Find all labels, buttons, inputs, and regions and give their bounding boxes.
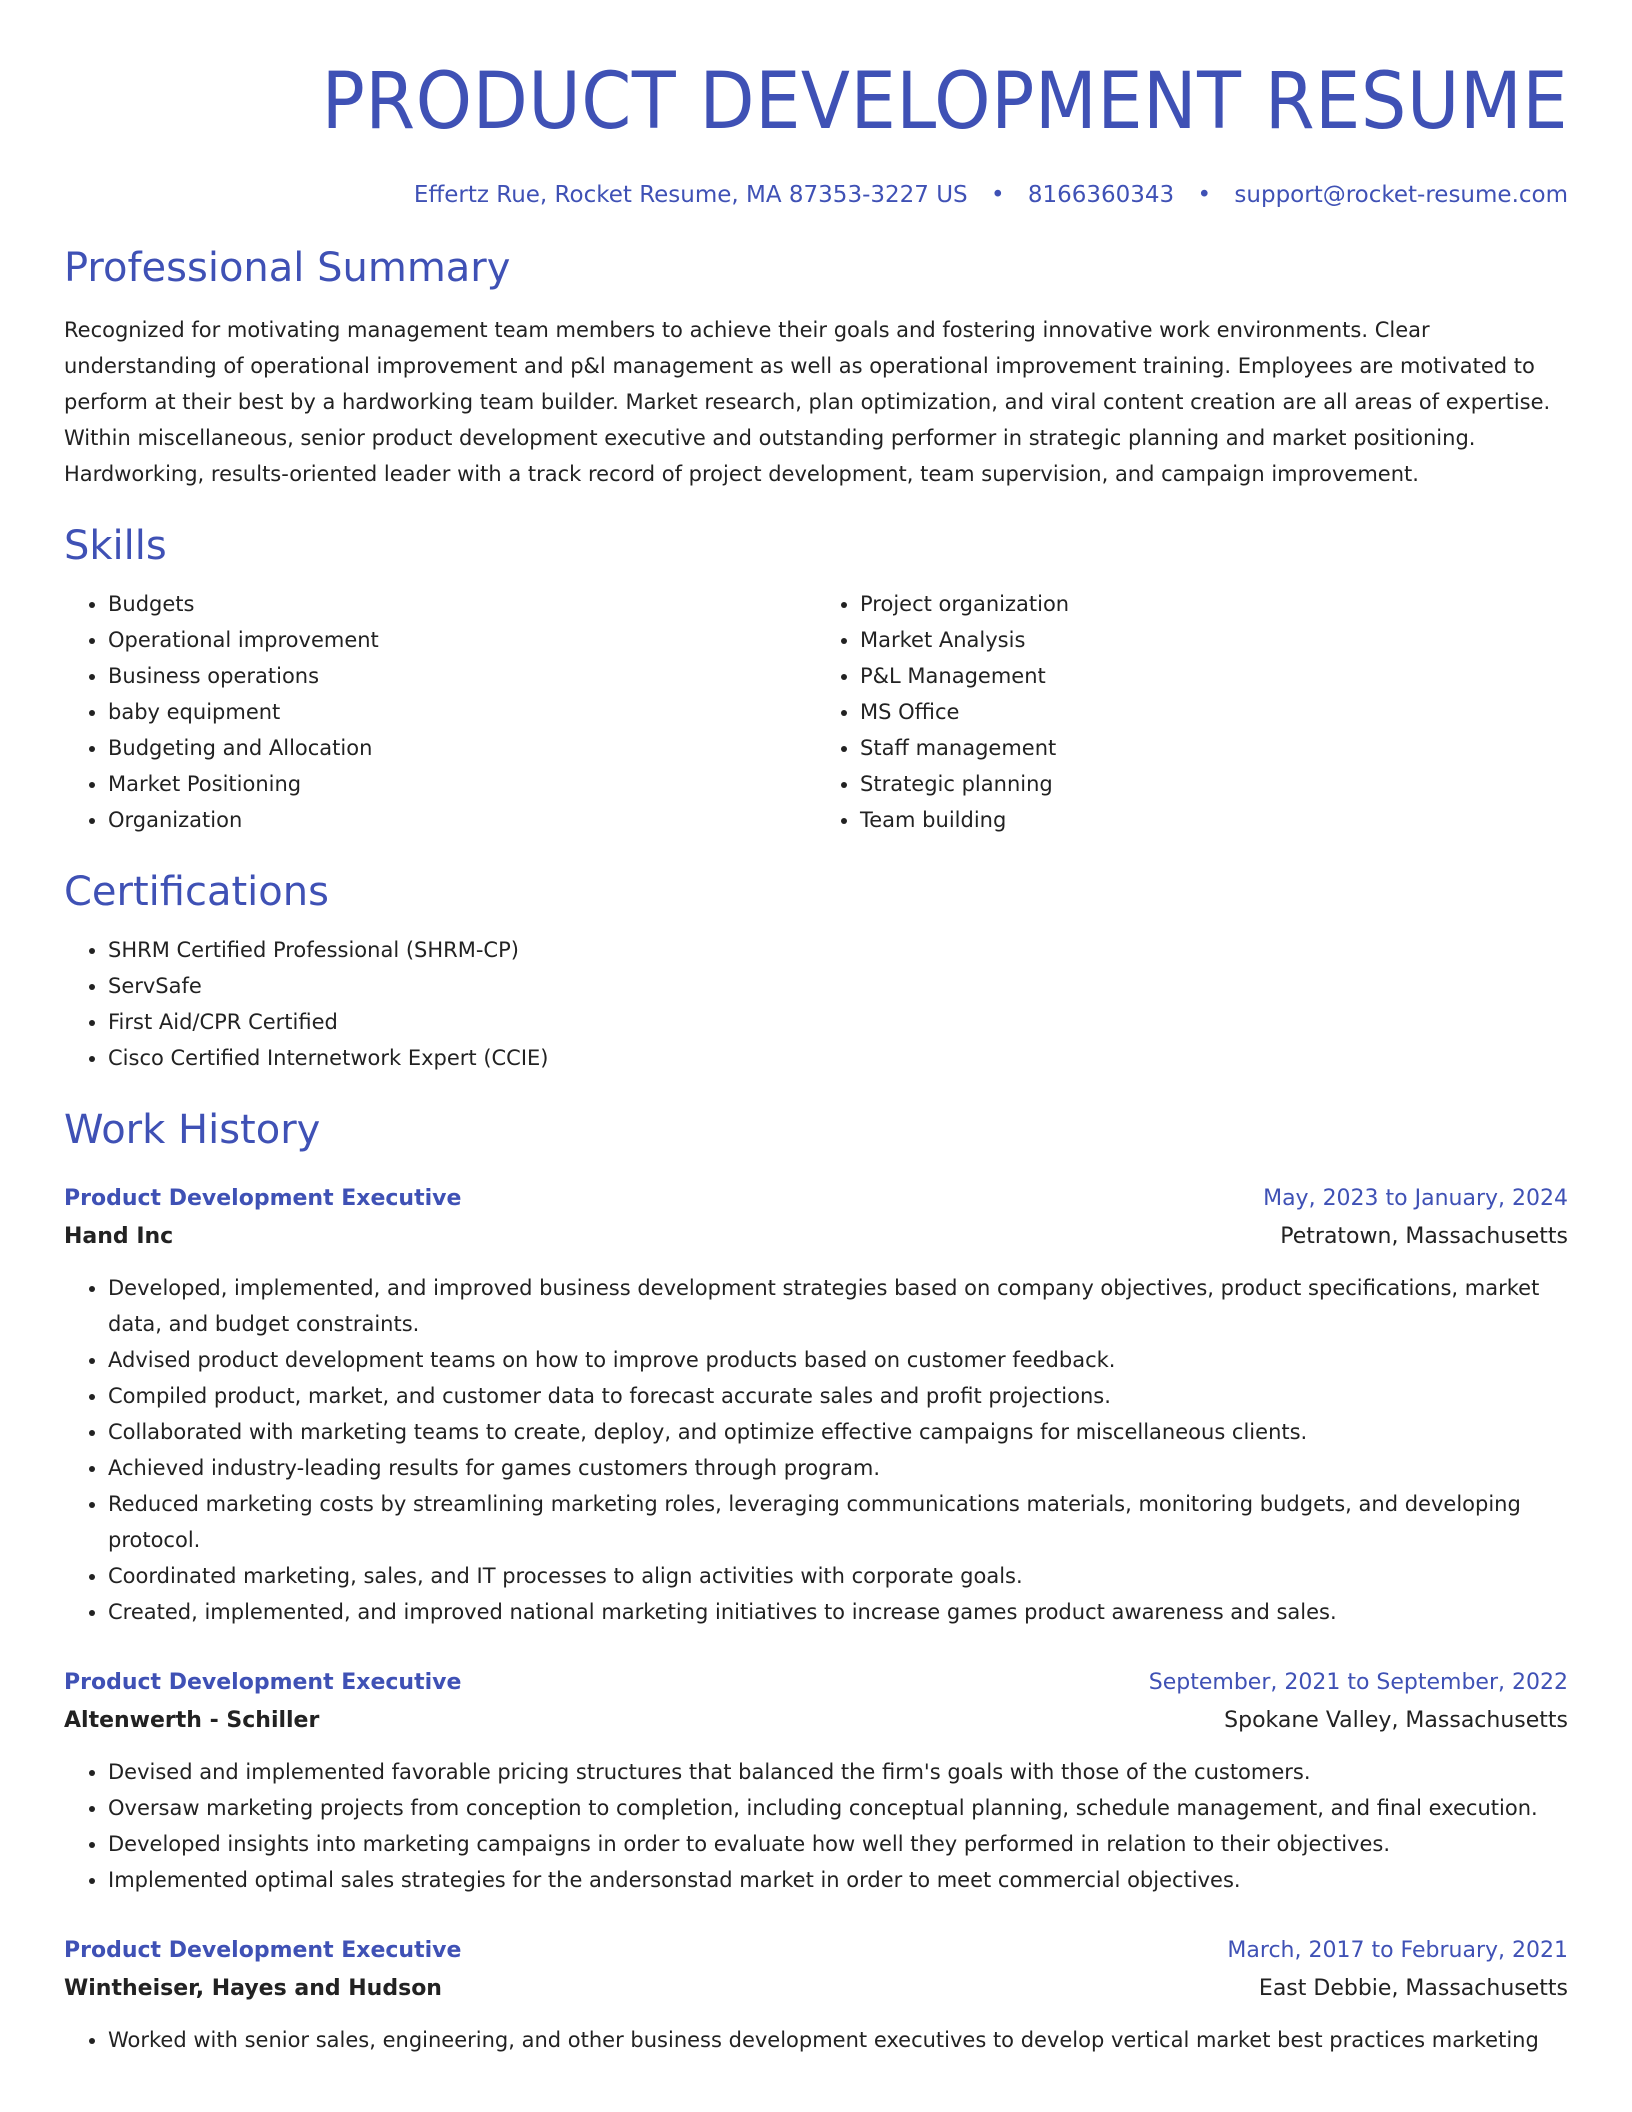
skills-list-right — [816, 586, 1568, 838]
job-entry — [64, 1932, 1568, 2058]
contact-address: Effertz Rue, Rocket Resume, MA 87353-3227 US — [413, 182, 968, 208]
job-bullet: • Collaborated with marketing teams to create, deploy, and optimize effective campaigns for miscellaneous clients. — [108, 1414, 1568, 1450]
job-dates: March, 2017 to February, 2021 — [1227, 1938, 1568, 1963]
job-entry — [64, 1180, 1568, 1630]
skill-item: • P&L Management — [860, 658, 1568, 694]
skill-item: • Budgets — [108, 586, 816, 622]
skills-heading: Skills — [64, 523, 167, 569]
work-history-heading: Work History — [64, 1107, 321, 1153]
job-bullet: • Worked with senior sales, engineering, and other business development executives to develop vertical market best practices marketing — [108, 2022, 1568, 2058]
job-bullet: • Achieved industry-leading results for games customers through program. — [108, 1450, 1568, 1486]
skill-item: • MS Office — [860, 694, 1568, 730]
skill-item: • Team building — [860, 802, 1568, 838]
job-bullets — [64, 1270, 1568, 1630]
job-company-row — [64, 1218, 1568, 1256]
job-company-row — [64, 1970, 1568, 2008]
job-bullet: • Advised product development teams on how to improve products based on customer feedback. — [108, 1342, 1568, 1378]
certification-item: • SHRM Certified Professional (SHRM-CP) — [108, 932, 1568, 968]
skill-item: • Market Positioning — [108, 766, 816, 802]
skill-item: • Market Analysis — [860, 622, 1568, 658]
contact-line — [64, 178, 1568, 212]
skill-item: • Project organization — [860, 586, 1568, 622]
job-location: Spokane Valley, Massachusetts — [1224, 1708, 1568, 1733]
job-bullet: • Devised and implemented favorable pricing structures that balanced the firm's goals with those of the customers. — [108, 1754, 1568, 1790]
job-company: Hand Inc — [64, 1224, 174, 1249]
skill-item: • Staff management — [860, 730, 1568, 766]
job-location: East Debbie, Massachusetts — [1258, 1976, 1568, 2001]
job-company: Altenwerth - Schiller — [64, 1708, 320, 1733]
job-bullet: • Developed insights into marketing campaigns in order to evaluate how well they performed in relation to their objectives. — [108, 1826, 1568, 1862]
job-bullet: • Coordinated marketing, sales, and IT processes to align activities with corporate goals. — [108, 1558, 1568, 1594]
skill-item: • Budgeting and Allocation — [108, 730, 816, 766]
job-location: Petratown, Massachusetts — [1280, 1224, 1568, 1249]
job-title: Product Development Executive — [64, 1938, 462, 1963]
skills-grid — [64, 586, 1568, 838]
job-company-row — [64, 1702, 1568, 1740]
skill-item: • Business operations — [108, 658, 816, 694]
certifications-list — [64, 932, 1568, 1076]
summary-heading: Professional Summary — [64, 245, 511, 291]
certification-item: • ServSafe — [108, 968, 1568, 1004]
job-dates: September, 2021 to September, 2022 — [1148, 1670, 1568, 1695]
skills-list-left — [64, 586, 816, 838]
job-bullets — [64, 2022, 1568, 2058]
job-title-row — [64, 1180, 1568, 1218]
job-title-row — [64, 1932, 1568, 1970]
certifications-heading: Certifications — [64, 869, 329, 915]
job-title: Product Development Executive — [64, 1186, 462, 1211]
skill-item: • Strategic planning — [860, 766, 1568, 802]
skill-item: • Operational improvement — [108, 622, 816, 658]
contact-separator: • — [990, 182, 1005, 208]
certification-item: • First Aid/CPR Certified — [108, 1004, 1568, 1040]
job-title: Product Development Executive — [64, 1670, 462, 1695]
contact-phone[interactable]: 8166360343 — [1027, 182, 1175, 208]
certification-item: • Cisco Certified Internetwork Expert (CCIE) — [108, 1040, 1568, 1076]
job-title-row — [64, 1664, 1568, 1702]
job-bullet: • Implemented optimal sales strategies for the andersonstad market in order to meet commercial objectives. — [108, 1862, 1568, 1898]
contact-separator: • — [1197, 182, 1212, 208]
job-dates: May, 2023 to January, 2024 — [1263, 1186, 1568, 1211]
job-entry — [64, 1664, 1568, 1898]
job-bullet: • Developed, implemented, and improved business development strategies based on company objectives, product specifications, market data, and budget constraints. — [108, 1270, 1568, 1342]
job-bullet: • Reduced marketing costs by streamlining marketing roles, leveraging communications materials, monitoring budgets, and developing protocol. — [108, 1486, 1568, 1558]
contact-email[interactable]: support@rocket-resume.com — [1234, 182, 1568, 208]
job-bullet: • Compiled product, market, and customer data to forecast accurate sales and profit projections. — [108, 1378, 1568, 1414]
skill-item: • Organization — [108, 802, 816, 838]
summary-text: Recognized for motivating management team members to achieve their goals and fostering innovative work environments. Clear understanding of operational improvement and p&l management as well as operational improvement training. Employees are motivated to perform at their best by a hardworking team builder. Market research, plan optimization, and viral content creation are all areas of expertise. Within miscellaneous, senior product development executive and outstanding performer in strategic planning and market positioning. Hardworking, results-oriented leader with a track record of project development, team supervision, and campaign improvement. — [64, 318, 1551, 486]
resume-title: PRODUCT DEVELOPMENT RESUME — [321, 57, 1568, 147]
job-bullets — [64, 1754, 1568, 1898]
job-bullet: • Created, implemented, and improved national marketing initiatives to increase games product awareness and sales. — [108, 1594, 1568, 1630]
job-bullet: • Oversaw marketing projects from conception to completion, including conceptual planning, schedule management, and final execution. — [108, 1790, 1568, 1826]
job-company: Wintheiser, Hayes and Hudson — [64, 1976, 442, 2001]
skill-item: • baby equipment — [108, 694, 816, 730]
